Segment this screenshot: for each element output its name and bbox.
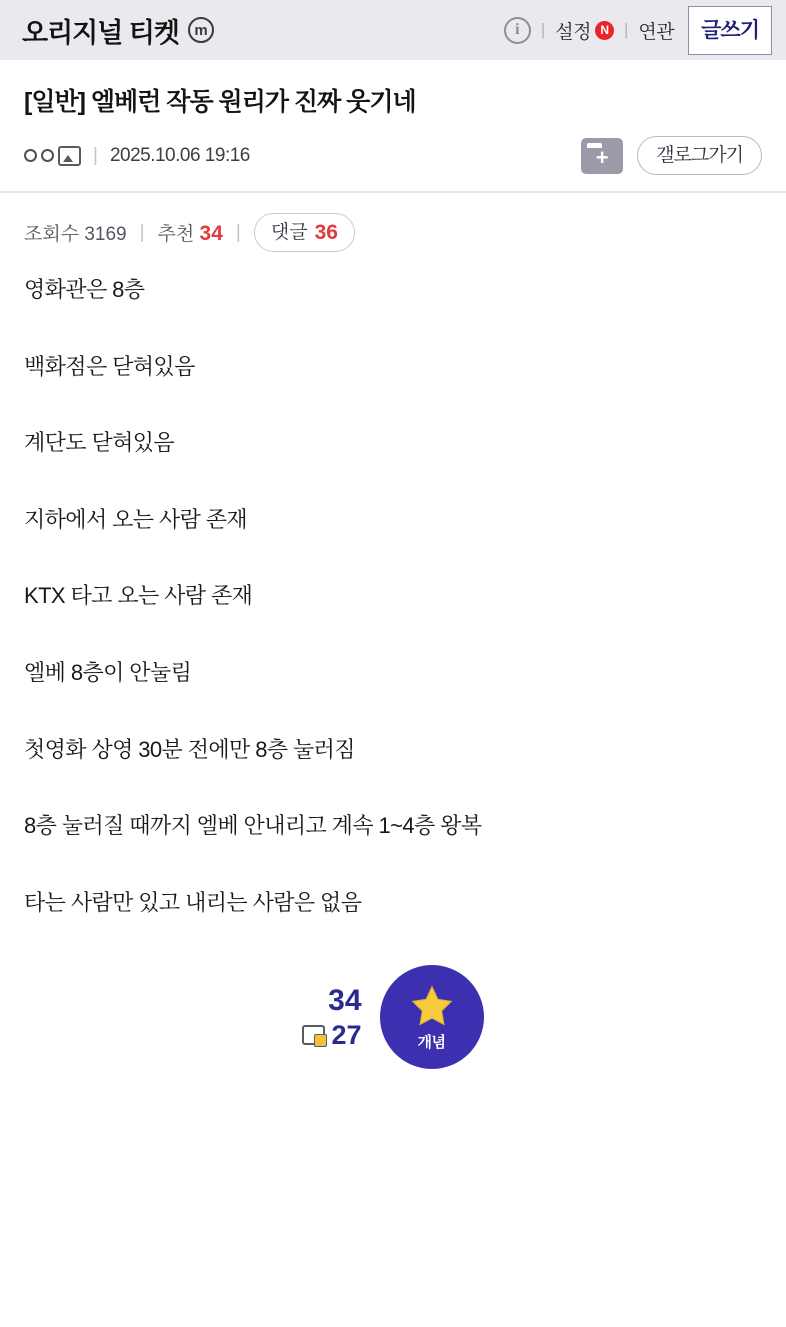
mobile-logo-icon: m [188, 17, 214, 43]
post-paragraph: 엘베 8층이 안눌림 [24, 659, 192, 685]
settings-link[interactable] [555, 17, 614, 44]
post-paragraph: 백화점은 닫혀있음 [24, 353, 195, 379]
info-icon[interactable]: i [504, 17, 531, 44]
recommend-label: 추천 [157, 224, 195, 245]
post-meta-right [581, 136, 762, 175]
post-header [0, 60, 786, 193]
upvote-count: 34 [328, 983, 362, 1017]
header-actions [504, 6, 772, 55]
settings-label: 설정 [555, 21, 591, 43]
comment-count-pill[interactable] [254, 213, 355, 252]
stats-separator-2: | [235, 221, 241, 243]
post-title: [일반] 엘베런 작동 원리가 진짜 웃기네 [24, 88, 416, 116]
image-count-icon [302, 1025, 325, 1045]
post-date: 2025.10.06 19:16 [109, 144, 250, 166]
new-badge-icon: N [595, 21, 614, 40]
post-paragraph: 8층 눌러질 때까지 엘베 안내리고 계속 1~4층 왕복 [24, 813, 482, 839]
post-paragraph: 계단도 닫혀있음 [24, 430, 175, 456]
downvote-row [302, 1019, 362, 1050]
downvote-count: 27 [331, 1019, 362, 1050]
related-label: 연관 [638, 21, 675, 43]
recommend-count: 34 [199, 222, 223, 245]
post-paragraph: KTX 타고 오는 사람 존재 [24, 583, 253, 609]
meta-separator: | [93, 144, 98, 166]
recommend-stat [158, 219, 223, 246]
author-avatar[interactable] [24, 146, 81, 166]
avatar-dot-icon [24, 149, 37, 162]
related-link[interactable] [638, 17, 674, 44]
post-content [0, 260, 786, 917]
reaction-counts [302, 983, 362, 1050]
post-stats [0, 193, 786, 260]
post-paragraph: 영화관은 8층 [24, 277, 145, 302]
site-title: 오리지널 티켓 [22, 17, 179, 48]
comment-label: 댓글 [270, 222, 308, 243]
stats-separator-1: | [139, 221, 145, 243]
post-paragraph: 타는 사람만 있고 내리는 사람은 없음 [24, 889, 362, 915]
star-icon [409, 983, 455, 1029]
folder-add-icon[interactable] [581, 138, 623, 174]
recommend-button[interactable] [380, 965, 484, 1069]
author-image-icon [58, 146, 81, 166]
comment-count: 36 [314, 221, 338, 244]
write-post-button[interactable]: 글쓰기 [688, 6, 772, 55]
recommend-button-label: 개념 [417, 1033, 446, 1051]
post-meta-row [24, 136, 762, 175]
post-meta-left [24, 145, 250, 167]
reaction-area [0, 965, 786, 1069]
app-header [0, 0, 786, 60]
post-paragraph: 지하에서 오는 사람 존재 [24, 506, 248, 532]
post-paragraph: 첫영화 상영 30분 전에만 8층 눌러짐 [24, 736, 355, 762]
avatar-dot-icon [41, 149, 54, 162]
header-brand[interactable] [22, 11, 214, 50]
header-divider-1: | [540, 20, 546, 39]
header-divider-2: | [624, 20, 629, 39]
view-count: 조회수 3169 [24, 224, 127, 245]
gallery-link-button[interactable]: 갤로그가기 [637, 136, 762, 175]
